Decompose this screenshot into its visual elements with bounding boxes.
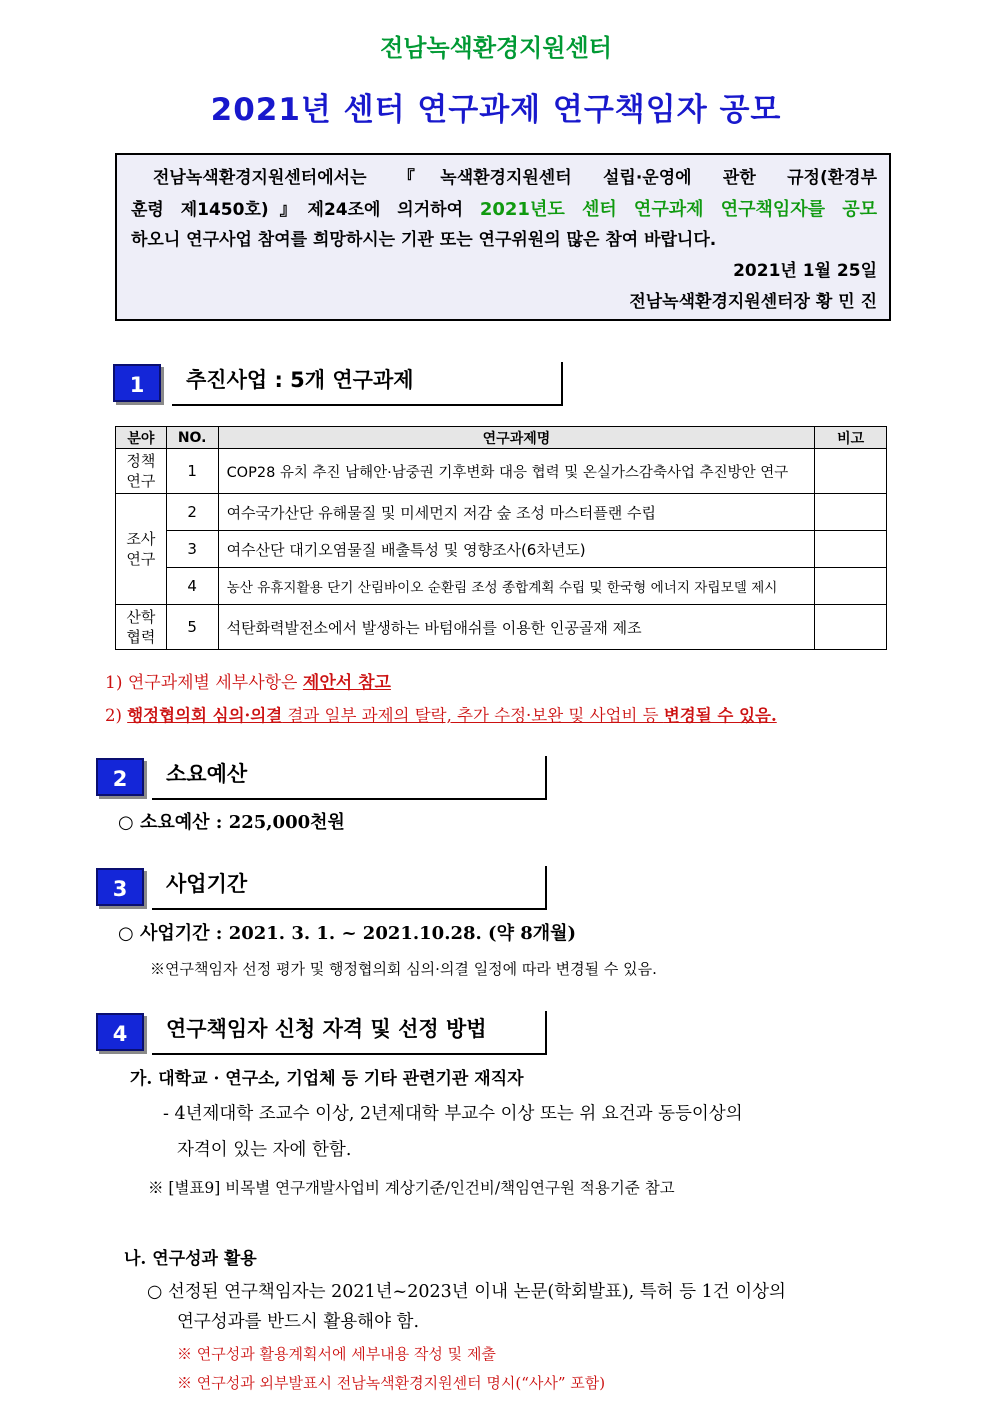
note-cell <box>815 449 887 494</box>
field-policy: 정책 연구 <box>126 452 156 490</box>
notice-line-2 <box>131 194 877 225</box>
sub-b-note-1: ※ 연구성과 활용계획서에 세부내용 작성 및 제출 <box>177 1345 496 1363</box>
table-row <box>116 449 887 494</box>
header-no: NO. <box>166 427 218 449</box>
note-2-num: 2) <box>105 706 128 725</box>
note-1-emphasis: 제안서 참고 <box>302 673 391 693</box>
field-industry: 산학 협력 <box>126 608 156 646</box>
table-row <box>116 531 887 568</box>
notice-highlight: 2021년도 센터 연구과제 연구책임자를 공모 <box>479 199 878 220</box>
research-tasks-table <box>115 426 887 650</box>
notice-box <box>115 153 891 321</box>
section-4-number: 4 <box>96 1013 144 1051</box>
task-name-cell: 여수국가산단 유해물질 및 미세먼지 저감 숲 조성 마스터플랜 수립 <box>218 494 815 531</box>
note-cell <box>815 531 887 568</box>
section-1-number: 1 <box>113 364 161 402</box>
notice-signer: 전남녹색환경지원센터장 황 민 진 <box>629 292 877 312</box>
sub-a-line-2: 자격이 있는 자에 한함. <box>177 1140 352 1160</box>
section-4-title: 연구책임자 신청 자격 및 선정 방법 <box>152 1011 547 1055</box>
sub-a-note: ※ [별표9] 비목별 연구개발사업비 계상기준/인건비/책임연구원 적용기준 참고 <box>148 1179 675 1197</box>
notice-line-2-prefix: 훈령 제1450호)』제24조에 의거하여 <box>131 200 480 220</box>
note-2-middle: 결과 일부 과제의 탈락, 추가 수정·보완 및 사업비 등 <box>282 706 664 725</box>
note-2-emphasis-1: 행정협의회 심의·의결 <box>127 706 283 725</box>
section-2-number: 2 <box>96 758 144 796</box>
period-line: ○ 사업기간 : 2021. 3. 1. ~ 2021.10.28. (약 8개월) <box>118 923 577 944</box>
task-name-cell: COP28 유치 추진 남해안·남중권 기후변화 대응 협력 및 온실가스감축사업 추진방안 연구 <box>218 449 815 494</box>
sub-b-line-2: 연구성과를 반드시 활용해야 함. <box>177 1312 420 1332</box>
no-cell: 3 <box>166 531 218 568</box>
no-cell: 1 <box>166 449 218 494</box>
org-name: 전남녹색환경지원센터 <box>380 34 612 62</box>
field-cell <box>116 494 167 605</box>
table-row <box>116 568 887 605</box>
field-cell <box>116 605 167 650</box>
period-note: ※연구책임자 선정 평가 및 행정협의회 심의·의결 일정에 따라 변경될 수 있음. <box>150 960 657 978</box>
note-cell <box>815 494 887 531</box>
section-2-title: 소요예산 <box>152 756 547 800</box>
page-title: 2021년 센터 연구과제 연구책임자 공모 <box>210 92 782 128</box>
note-1-prefix: 1) 연구과제별 세부사항은 <box>105 673 303 693</box>
note-cell <box>815 605 887 650</box>
section-1-note-2 <box>105 702 777 726</box>
note-2-emphasis-2: 변경될 수 있음. <box>663 706 777 725</box>
notice-line-3: 하오니 연구사업 참여를 희망하시는 기관 또는 연구위원의 많은 참여 바랍니다. <box>131 230 717 250</box>
notice-line-1: 전남녹색환경지원센터에서는 『녹색환경지원센터 설립·운영에 관한 규정(환경부 <box>153 168 877 188</box>
notice-date: 2021년 1월 25일 <box>733 261 877 281</box>
table-row <box>116 494 887 531</box>
field-cell <box>116 449 167 494</box>
table-header-row <box>116 427 887 449</box>
note-cell <box>815 568 887 605</box>
section-1-note-1 <box>105 668 391 693</box>
task-name-cell: 여수산단 대기오염물질 배출특성 및 영향조사(6차년도) <box>218 531 815 568</box>
header-task-name: 연구과제명 <box>218 427 815 449</box>
no-cell: 4 <box>166 568 218 605</box>
sub-b-line-1: ○ 선정된 연구책임자는 2021년~2023년 이내 논문(학회발표), 특허 등 1건 이상의 <box>147 1282 786 1302</box>
header-note: 비고 <box>815 427 887 449</box>
sub-a-line-1: - 4년제대학 조교수 이상, 2년제대학 부교수 이상 또는 위 요건과 동등이상의 <box>163 1104 743 1124</box>
field-survey: 조사 연구 <box>126 530 156 568</box>
task-name-cell: 농산 유휴지활용 단기 산림바이오 순환림 조성 종합계획 수립 및 한국형 에너지 자립모델 제시 <box>218 568 815 605</box>
table-row <box>116 605 887 650</box>
sub-b-note-2: ※ 연구성과 외부발표시 전남녹색환경지원센터 명시(“사사” 포함) <box>177 1374 606 1392</box>
no-cell: 2 <box>166 494 218 531</box>
header-field: 분야 <box>116 427 167 449</box>
no-cell: 5 <box>166 605 218 650</box>
task-name-cell: 석탄화력발전소에서 발생하는 바텀애쉬를 이용한 인공골재 제조 <box>218 605 815 650</box>
section-3-title: 사업기간 <box>152 866 547 910</box>
section-3-number: 3 <box>96 868 144 906</box>
sub-b-heading: 나. 연구성과 활용 <box>124 1249 257 1269</box>
sub-a-heading: 가. 대학교 · 연구소, 기업체 등 기타 관련기관 재직자 <box>130 1069 524 1089</box>
section-1-title: 추진사업 : 5개 연구과제 <box>172 362 563 406</box>
budget-line: ○ 소요예산 : 225,000천원 <box>118 812 345 833</box>
